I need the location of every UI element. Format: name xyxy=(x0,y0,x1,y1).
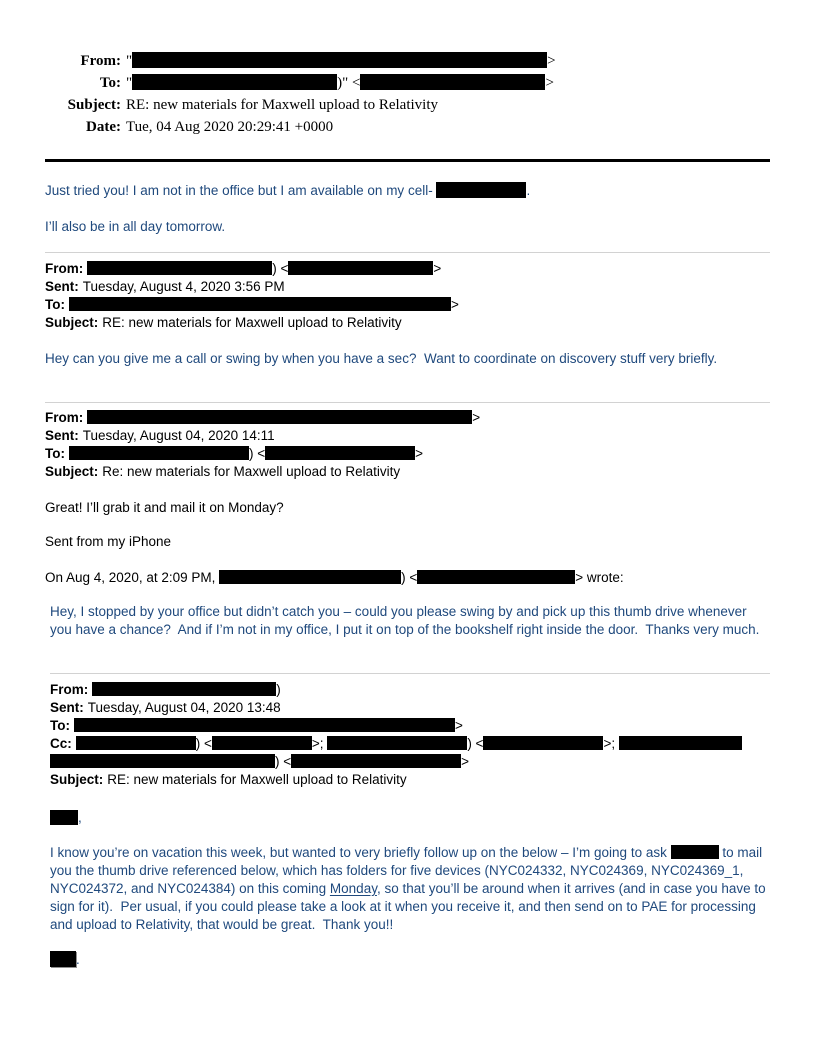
separator-text: ) < xyxy=(249,446,266,461)
redaction-bar xyxy=(327,736,467,750)
paren-close: ) xyxy=(276,682,281,697)
message-separator xyxy=(45,402,770,403)
angle-close: > xyxy=(545,75,554,91)
redacted-sender xyxy=(92,682,281,697)
redaction-bar xyxy=(50,754,275,768)
underlined-monday: Monday xyxy=(329,881,377,896)
from-row xyxy=(50,681,770,699)
redaction-bar xyxy=(87,261,272,275)
redaction-bar xyxy=(619,736,742,750)
angle-close: > xyxy=(461,754,470,769)
redacted-cc-3 xyxy=(50,754,469,769)
quote-attribution-line xyxy=(45,569,770,587)
from-label: From: xyxy=(50,682,89,697)
header-date-row xyxy=(45,116,770,138)
sent-row xyxy=(50,699,770,717)
message3-body-line2: Sent from my iPhone xyxy=(45,534,172,549)
angle-close: > xyxy=(472,410,481,425)
quoted-message-text: Hey, I stopped by your office but didn’t catch you – could you please swing by and pick up this thumb drive whenever you have a chance? And if I’m not in my office, I put it on top of the bookshelf right inside the door. Thanks very much. xyxy=(50,604,760,637)
redacted-recipient xyxy=(69,297,459,312)
email-header xyxy=(45,50,770,138)
from-label: From: xyxy=(45,261,84,276)
greeting-comma: , xyxy=(78,810,82,825)
sent-label: Sent: xyxy=(45,428,79,443)
separator-text: >; xyxy=(603,736,616,751)
body-text: to mail you the thumb drive referenced below, which has folders for five devices (NYC024332, NYC024369, NYC024369_1, NYC024372, and NYC024384) on this coming xyxy=(50,845,766,896)
redaction-bar xyxy=(50,810,78,825)
header-date-label: Date: xyxy=(86,119,121,135)
angle-close: > xyxy=(415,446,424,461)
redaction-bar xyxy=(69,446,249,460)
sent-label: Sent: xyxy=(50,700,84,715)
message2-header xyxy=(45,260,770,332)
angle-close: > xyxy=(455,718,463,733)
body-text: , so that you’ll be around when it arrives (and in case you have to sign for it). Per usual, if you could please take a look at it when you receive it, and then send on to PAE for processing and upload to Relativity, that would be great. Thank you!! xyxy=(50,881,770,932)
angle-close: > xyxy=(451,297,459,312)
redaction-bar xyxy=(50,951,76,967)
redaction-bar xyxy=(265,446,415,460)
redaction-bar xyxy=(291,754,461,768)
header-to-label: To: xyxy=(99,75,121,91)
header-subject-value: RE: new materials for Maxwell upload to Relativity xyxy=(126,97,439,113)
redacted-sender xyxy=(87,410,480,425)
redacted-sender xyxy=(87,261,441,276)
redaction-bar xyxy=(483,736,603,750)
separator-text: >; xyxy=(311,736,324,751)
from-row xyxy=(45,409,770,427)
redaction-bar xyxy=(76,736,196,750)
redaction-bar xyxy=(360,74,545,90)
to-row xyxy=(50,717,770,735)
message4-header xyxy=(50,681,770,789)
to-label: To: xyxy=(45,297,65,312)
header-date-value: Tue, 04 Aug 2020 20:29:41 +0000 xyxy=(126,119,334,135)
redacted-recipient xyxy=(69,446,423,461)
greeting-line xyxy=(50,809,770,827)
redaction-bar xyxy=(92,682,276,696)
redaction-bar xyxy=(288,261,433,275)
redaction-bar xyxy=(132,74,337,90)
body-text: Just tried you! I am not in the office but I am available on my cell- xyxy=(45,183,437,198)
redaction-bar xyxy=(417,570,575,584)
header-to-value xyxy=(126,72,554,94)
message4-paragraph xyxy=(50,844,770,934)
separator-text: ) < xyxy=(467,736,484,751)
angle-close: > xyxy=(433,261,442,276)
header-to-row xyxy=(45,72,770,94)
sent-label: Sent: xyxy=(45,279,79,294)
angle-close: > xyxy=(547,53,556,69)
to-label: To: xyxy=(45,446,65,461)
header-subject-row xyxy=(45,94,770,116)
attribution-text: On Aug 4, 2020, at 2:09 PM, xyxy=(45,570,220,585)
separator-text: ) < xyxy=(275,754,292,769)
message1-paragraph2: I’ll also be in all day tomorrow. xyxy=(45,219,226,234)
subject-label: Subject: xyxy=(45,464,99,479)
from-label: From: xyxy=(45,410,84,425)
signature-line xyxy=(50,951,770,969)
redaction-bar xyxy=(436,182,526,198)
redaction-bar xyxy=(74,718,455,732)
separator-text: )" < xyxy=(337,75,361,91)
cc-row xyxy=(50,735,770,771)
separator-text: ) < xyxy=(401,570,418,585)
message3-header xyxy=(45,409,770,481)
redaction-bar xyxy=(69,297,451,311)
quoted-message-block xyxy=(50,603,770,969)
subject-value: RE: new materials for Maxwell upload to Relativity xyxy=(107,772,407,787)
redaction-bar xyxy=(671,845,719,859)
sent-value: Tuesday, August 04, 2020 14:11 xyxy=(82,428,275,443)
body-text: . xyxy=(526,183,531,198)
subject-row xyxy=(45,463,770,481)
message1-paragraph1 xyxy=(45,182,770,200)
redaction-bar xyxy=(87,410,472,424)
header-divider-rule xyxy=(45,159,770,162)
sent-value: Tuesday, August 04, 2020 13:48 xyxy=(87,700,281,715)
subject-row xyxy=(45,314,770,332)
redacted-cc-2 xyxy=(327,736,615,751)
to-row xyxy=(45,445,770,463)
cc-label: Cc: xyxy=(50,736,72,751)
separator-text: ) < xyxy=(195,736,212,751)
redacted-phone xyxy=(436,183,530,198)
open-quote: " xyxy=(126,53,133,69)
redaction-bar xyxy=(212,736,312,750)
subject-value: Re: new materials for Maxwell upload to Relativity xyxy=(102,464,401,479)
subject-label: Subject: xyxy=(45,315,99,330)
message3-body-line1: Great! I’ll grab it and mail it on Monday? xyxy=(45,500,284,515)
sent-row xyxy=(45,427,770,445)
to-label: To: xyxy=(50,718,70,733)
header-from-row xyxy=(45,50,770,72)
message-separator xyxy=(45,252,770,253)
redaction-bar xyxy=(132,52,547,68)
open-quote: " xyxy=(126,75,133,91)
to-row xyxy=(45,296,770,314)
sent-row xyxy=(45,278,770,296)
separator-text: ) < xyxy=(272,261,289,276)
redacted-quoted-sender xyxy=(219,570,624,585)
redacted-cc-1 xyxy=(76,736,324,751)
message2-body: Hey can you give me a call or swing by when you have a sec? Want to coordinate on discovery stuff very briefly. xyxy=(45,351,718,366)
header-from-label: From: xyxy=(80,53,121,69)
header-subject-label: Subject: xyxy=(67,97,121,113)
subject-value: RE: new materials for Maxwell upload to Relativity xyxy=(102,315,402,330)
header-from-value xyxy=(126,50,556,72)
redaction-bar xyxy=(219,570,401,584)
body-text: I know you’re on vacation this week, but wanted to very briefly follow up on the below – I’m going to ask xyxy=(50,845,671,860)
from-row xyxy=(45,260,770,278)
attribution-text: > wrote: xyxy=(575,570,624,585)
sent-value: Tuesday, August 4, 2020 3:56 PM xyxy=(82,279,285,294)
subject-row xyxy=(50,771,770,789)
message-separator xyxy=(50,673,770,674)
subject-label: Subject: xyxy=(50,772,104,787)
redacted-recipient xyxy=(74,718,463,733)
signature-period: . xyxy=(76,952,80,967)
